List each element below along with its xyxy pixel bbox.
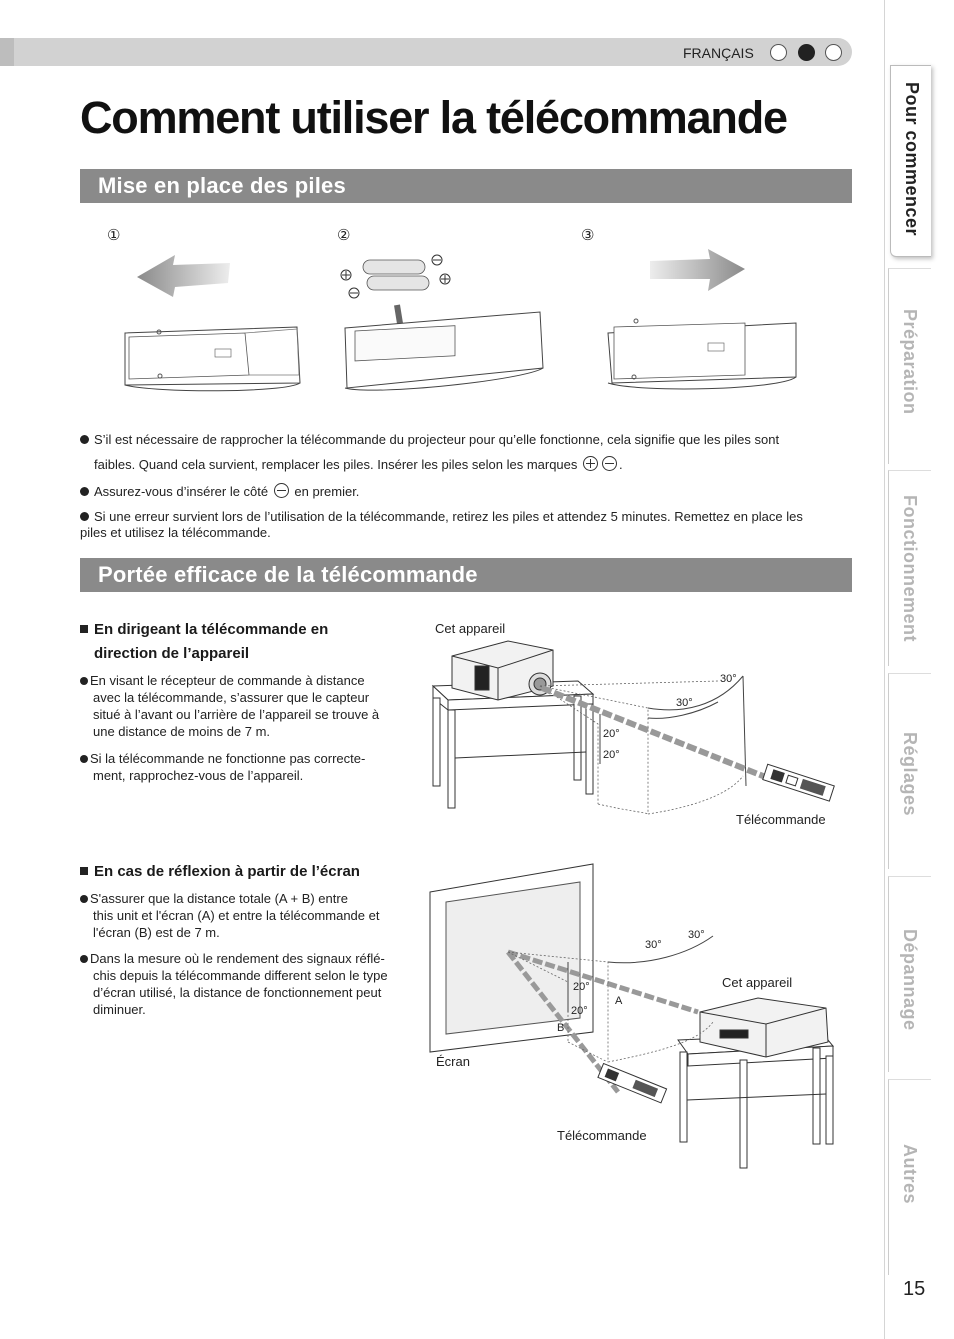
step-1-illustration <box>115 245 315 400</box>
section-heading-batteries <box>80 169 852 203</box>
bullet-icon <box>80 955 88 963</box>
device-label: Cet appareil <box>722 975 793 990</box>
bullet-text-end: . <box>619 457 623 472</box>
bullet-line: avec la télécommande, s’assurer que le capteur <box>93 690 370 705</box>
range-direct-heading <box>80 618 328 642</box>
range-direct-heading-cont: direction de l’appareil <box>94 645 250 662</box>
reflection-range-diagram <box>428 862 838 1172</box>
page-number: 15 <box>903 1278 926 1300</box>
tab-pour-commencer[interactable] <box>890 65 931 257</box>
page-title: Comment utiliser la télécommande <box>80 92 787 143</box>
tab-label: Autres <box>900 1144 920 1205</box>
angle-label: 20° <box>571 1005 588 1017</box>
section-heading-text: Mise en place des piles <box>98 173 346 198</box>
range-direct-bullet-1 <box>80 672 415 740</box>
bullet-line: this unit et l'écran (A) et entre la télécommande et <box>93 908 380 923</box>
device-label: Cet appareil <box>435 621 506 636</box>
bullet-text: Si une erreur survient lors de l’utilisation de la télécommande, retirez les piles et attendez 5 minutes. Remettez en place les <box>94 509 803 524</box>
plus-sign-icon <box>583 456 598 471</box>
bullet-line: Dans la mesure où le rendement des signaux réflé- <box>90 951 385 966</box>
range-reflection-bullet-1 <box>80 890 415 941</box>
step-3-illustration <box>600 245 800 400</box>
bullet-line: d’écran utilisé, la distance de fonctionnement peut <box>93 985 382 1000</box>
screen-label: Écran <box>436 1054 470 1069</box>
range-direct-bullet-2 <box>80 750 415 784</box>
battery-icon <box>363 260 429 290</box>
step-2-illustration <box>335 250 550 400</box>
angle-label: 20° <box>603 749 620 761</box>
angle-label: 30° <box>645 939 662 951</box>
range-reflection-heading <box>80 860 360 884</box>
minus-sign-icon <box>602 456 617 471</box>
angle-label: 30° <box>720 673 737 685</box>
arrow-left-icon <box>137 255 230 297</box>
remote-label: Télécommande <box>736 812 826 827</box>
bullet-text: Assurez-vous d’insérer le côté <box>94 484 269 499</box>
sidebar-divider <box>884 0 885 1339</box>
battery-bullet-1-cont <box>94 456 794 473</box>
bullet-line: diminuer. <box>93 1002 146 1017</box>
bullet-icon <box>80 435 89 444</box>
language-dot-3 <box>825 44 842 61</box>
tab-depannage[interactable] <box>888 876 931 1072</box>
tab-label: Dépannage <box>900 929 920 1031</box>
language-dot-2 <box>798 44 815 61</box>
battery-bullet-1 <box>80 432 860 448</box>
range-reflection-bullet-2 <box>80 950 415 1018</box>
bullet-line: l'écran (B) est de 7 m. <box>93 925 220 940</box>
minus-sign-icon <box>274 483 289 498</box>
battery-bullet-3-cont <box>80 525 780 541</box>
battery-bullet-2 <box>80 483 780 500</box>
bullet-line: chis depuis la télécommande different selon le type <box>93 968 388 983</box>
arrow-right-icon <box>650 249 745 291</box>
tab-fonctionnement[interactable] <box>888 470 931 666</box>
bullet-icon <box>80 895 88 903</box>
angle-label: 20° <box>603 728 620 740</box>
step-1-label: ① <box>107 227 121 244</box>
heading-text: En dirigeant la télécommande en <box>94 621 329 638</box>
bullet-icon <box>80 487 89 496</box>
angle-label: 20° <box>573 981 590 993</box>
remote-label: Télécommande <box>557 1128 647 1143</box>
tab-reglages[interactable] <box>888 673 931 869</box>
bullet-text: faibles. Quand cela survient, remplacer les piles. Insérer les piles selon les marques <box>94 457 578 472</box>
tab-label: Fonctionnement <box>900 495 920 642</box>
battery-bullet-3 <box>80 509 860 525</box>
bullet-line: Si la télécommande ne fonctionne pas correcte- <box>90 751 366 766</box>
square-bullet-icon <box>80 625 88 633</box>
angle-label: 30° <box>676 697 693 709</box>
remote-illustration <box>763 764 835 801</box>
distance-a-label: A <box>615 995 623 1007</box>
language-dot-1 <box>770 44 787 61</box>
bullet-line: En visant le récepteur de commande à distance <box>90 673 365 688</box>
bullet-line: ment, rapprochez-vous de l’appareil. <box>93 768 304 783</box>
bullet-icon <box>80 755 88 763</box>
angle-label: 30° <box>688 929 705 941</box>
bullet-text: en premier. <box>294 484 360 499</box>
tab-label: Préparation <box>900 309 920 415</box>
step-3-label: ③ <box>581 227 595 244</box>
step-2-label: ② <box>337 227 351 244</box>
bullet-text: piles et utilisez la télécommande. <box>80 525 271 540</box>
distance-b-label: B <box>557 1022 565 1034</box>
language-label: FRANÇAIS <box>683 45 754 61</box>
section-heading-text: Portée efficace de la télécommande <box>98 562 478 587</box>
tab-preparation[interactable] <box>888 268 931 464</box>
tab-label: Pour commencer <box>902 82 922 237</box>
bullet-text: S’il est nécessaire de rapprocher la télécommande du projecteur pour qu’elle fonctionne, cela signifie que les piles sont <box>94 432 780 447</box>
bullet-icon <box>80 512 89 521</box>
tab-label: Réglages <box>900 732 920 817</box>
square-bullet-icon <box>80 867 88 875</box>
bullet-line: S'assurer que la distance totale (A + B) entre <box>90 891 348 906</box>
projector-illustration <box>452 641 553 700</box>
direct-range-diagram <box>428 636 838 826</box>
bullet-line: une distance de moins de 7 m. <box>93 724 271 739</box>
section-heading-range <box>80 558 852 592</box>
bullet-icon <box>80 677 88 685</box>
bullet-line: situé à l’avant ou l’arrière de l’appareil se trouve à <box>93 707 380 722</box>
tab-autres[interactable] <box>888 1079 931 1275</box>
header-bar-edge <box>0 38 14 66</box>
heading-text: En cas de réflexion à partir de l’écran <box>94 863 360 880</box>
